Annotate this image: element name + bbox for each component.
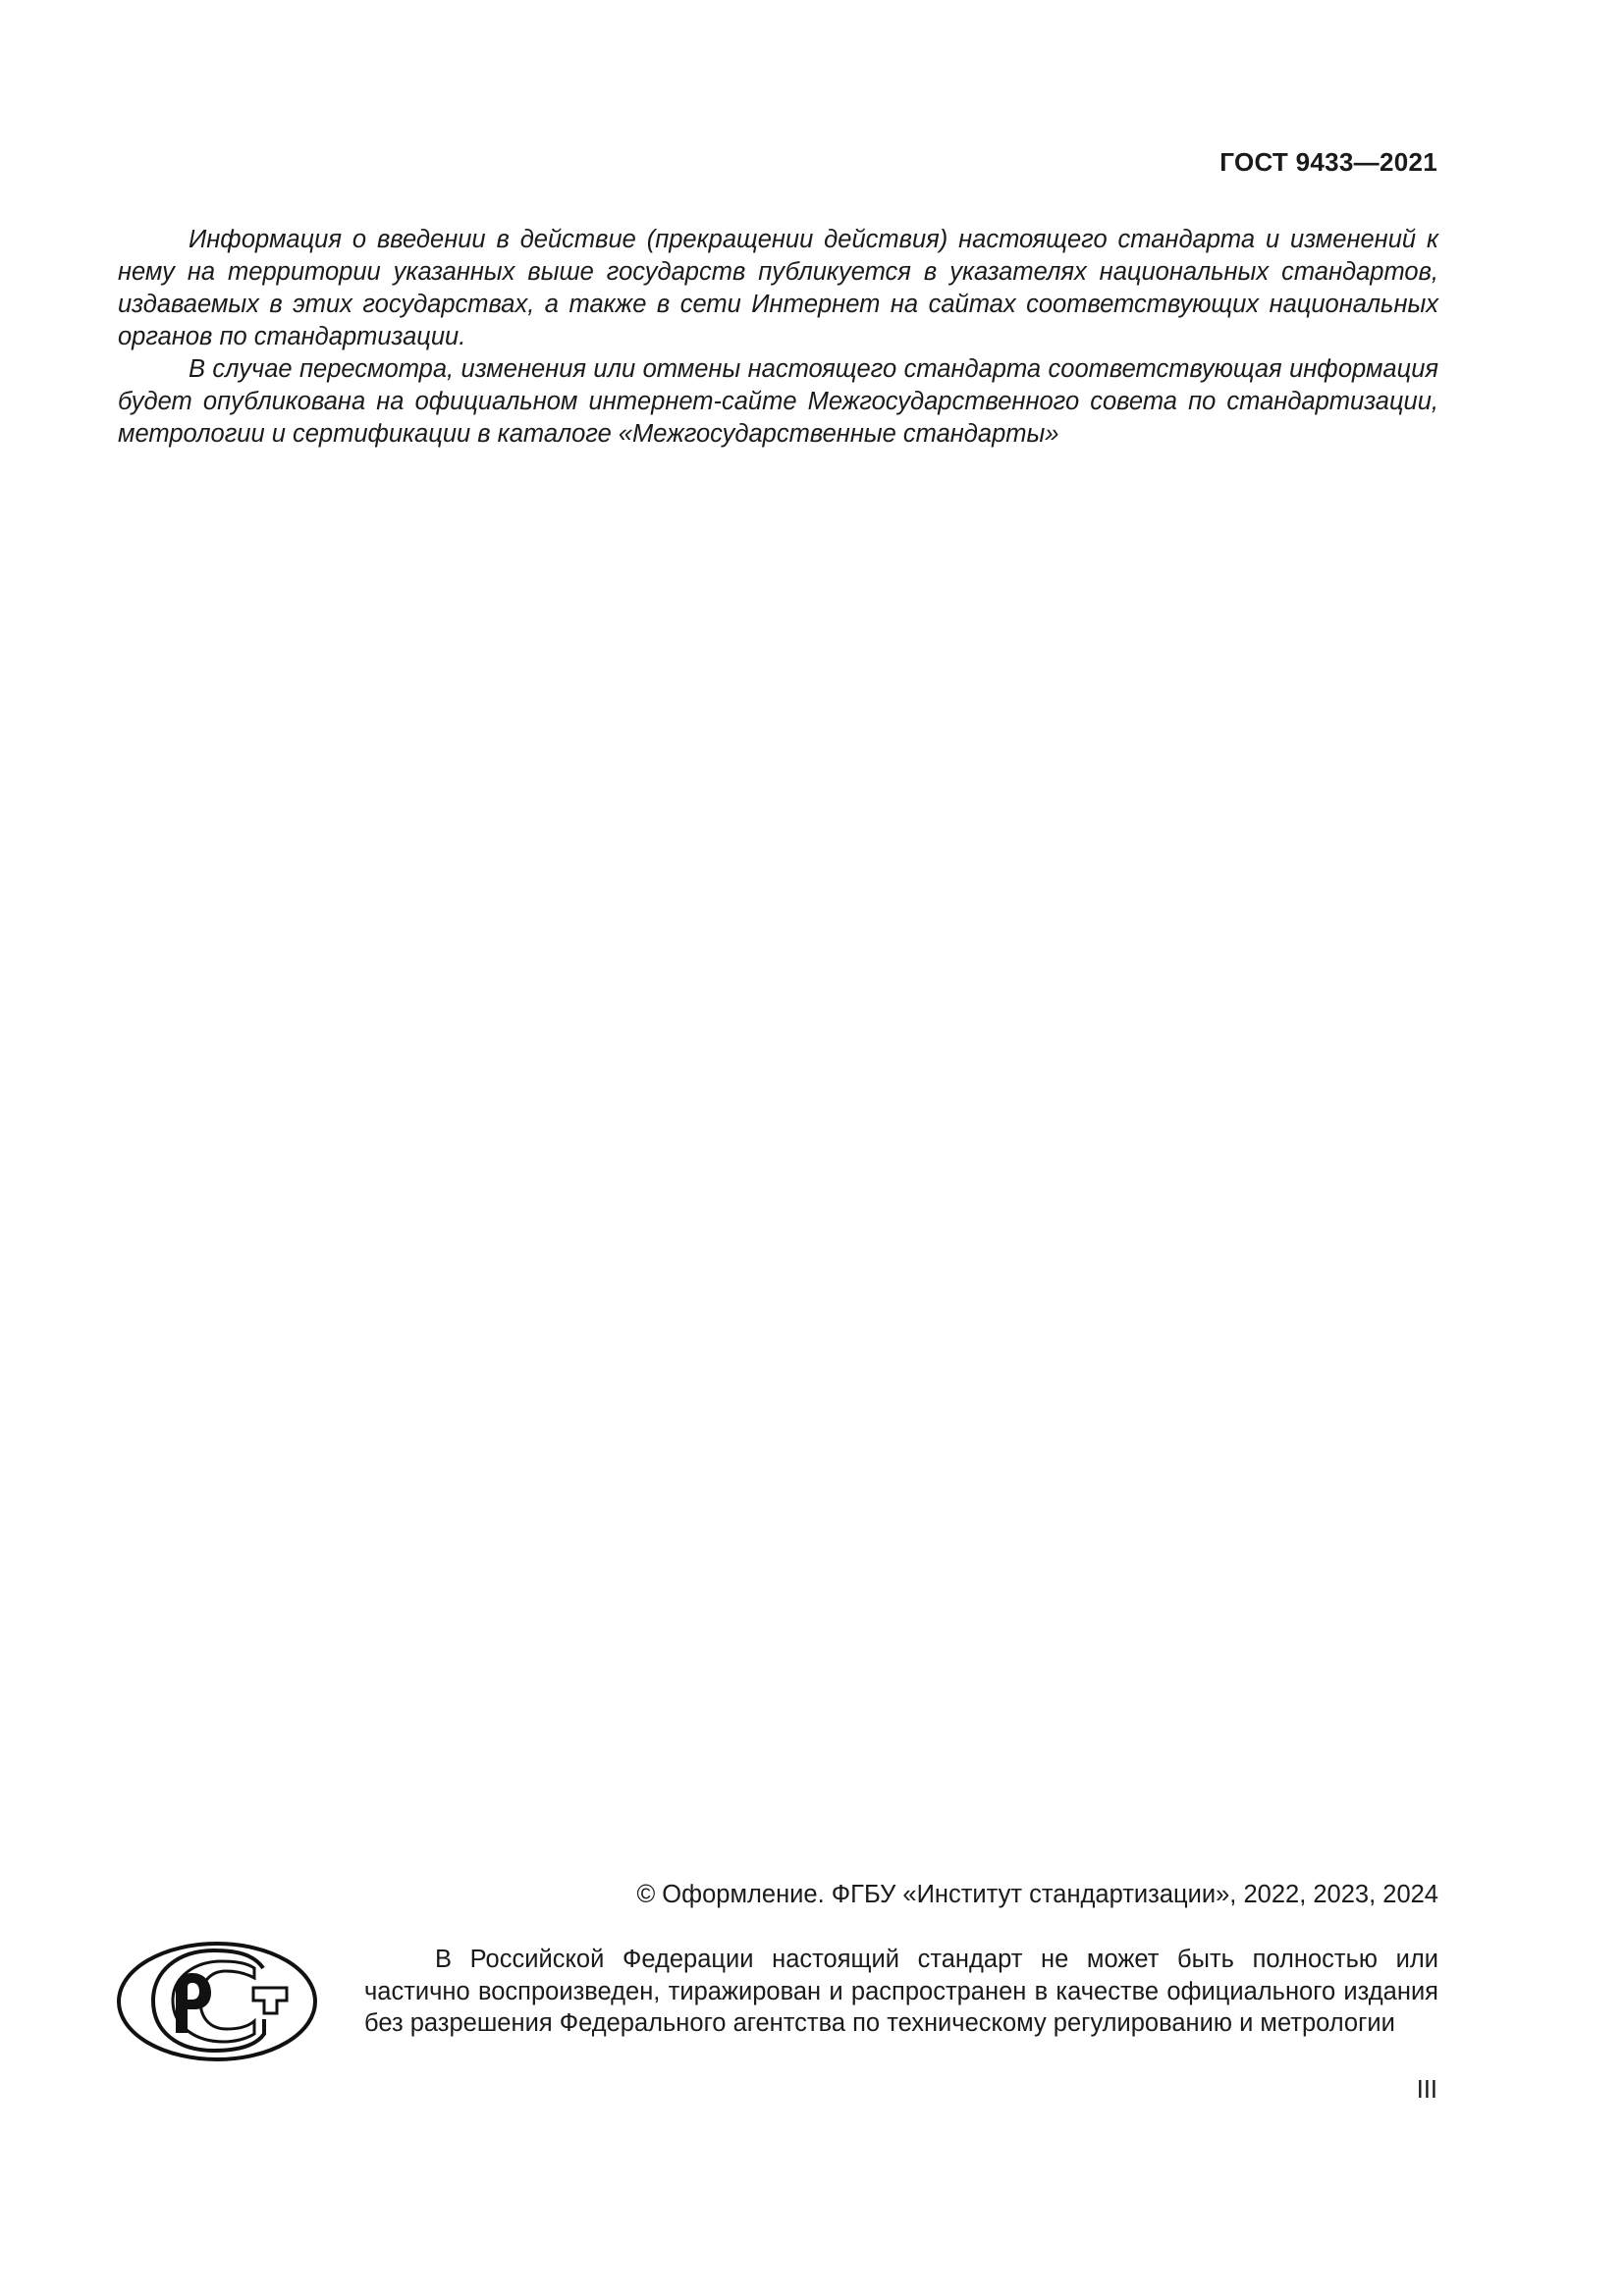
intro-paragraph-1: Информация о введении в действие (прекращении действия) настоящего стандарта и изменений к нему на территории указанных выше государств публикуется в указателях национальных стандартов, издаваемых в этих государствах, а также в сети Интернет на сайтах соответствующих национальных органов по стандартизации. (118, 226, 1438, 350)
intro-text-block (118, 224, 1438, 451)
rights-notice-text: В Российской Федерации настоящий стандарт не может быть полностью или частично воспроизведен, тиражирован и распространен в качестве официального издания без разрешения Федерального агентства по техническому регулированию и метрологии (364, 1946, 1438, 2037)
document-code-header: ГОСТ 9433—2021 (1219, 147, 1437, 177)
copyright-line: © Оформление. ФГБУ «Институт стандартизации», 2022, 2023, 2024 (636, 1881, 1438, 1908)
intro-paragraph-2: В случае пересмотра, изменения или отмены настоящего стандарта соответствующая информация будет опубликована на официальном интернет-сайте Межгосударственного совета по стандартизации, метрологии и сертификации в каталоге «Межгосударственные стандарты» (118, 355, 1438, 448)
rights-notice (364, 1944, 1438, 2040)
gost-r-certification-mark-icon (116, 1941, 318, 2066)
page-number: III (1416, 2076, 1437, 2104)
